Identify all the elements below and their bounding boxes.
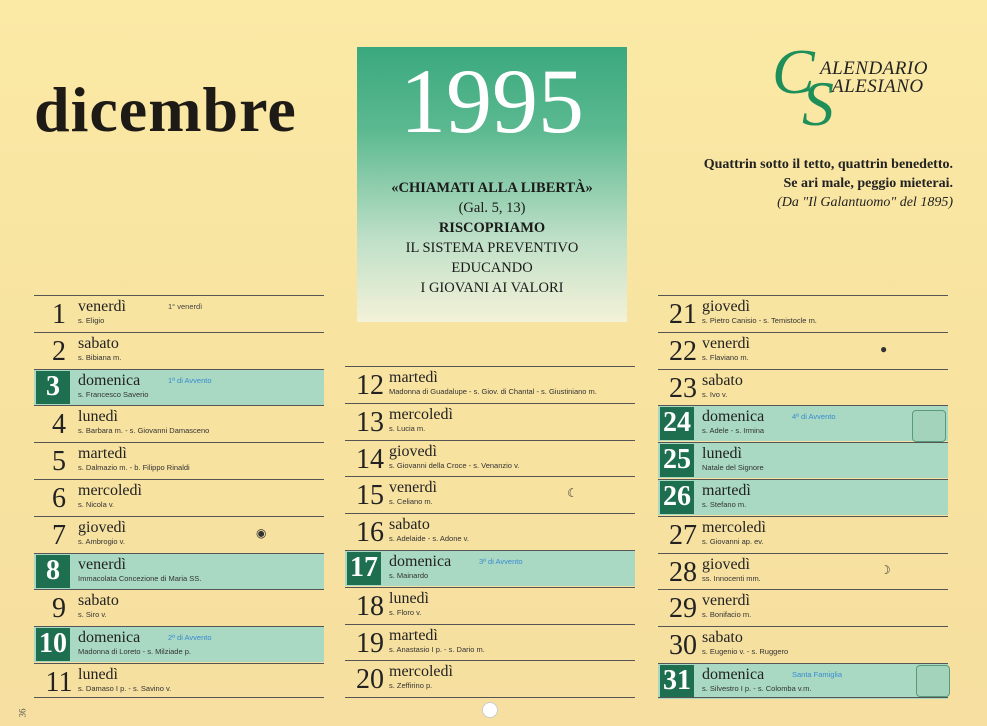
saint-of-day: s. Giovanni ap. ev.	[702, 536, 764, 546]
day-row	[34, 553, 324, 589]
day-row	[658, 553, 948, 589]
day-number: 20	[356, 664, 384, 696]
day-row	[34, 626, 324, 662]
day-number: 12	[356, 370, 384, 401]
weekday-name: martedì	[702, 482, 751, 499]
day-number: 5	[52, 446, 66, 478]
weekday-name: martedì	[389, 626, 438, 644]
day-row	[658, 479, 948, 515]
day-number: 13	[356, 406, 384, 438]
day-number: 15	[356, 480, 384, 512]
weekday-name: venerdì	[78, 298, 126, 315]
day-row	[345, 403, 635, 439]
day-number: 23	[669, 372, 697, 404]
day-row	[34, 295, 324, 331]
weekday-name: venerdì	[389, 479, 437, 497]
proverb-source: (Da "Il Galantuomo" del 1895)	[777, 195, 953, 210]
day-row	[34, 442, 324, 478]
day-number: 30	[669, 630, 697, 662]
day-row	[34, 369, 324, 405]
day-row	[34, 663, 324, 699]
day-row	[658, 332, 948, 368]
day-number: 11	[45, 667, 73, 698]
day-number: 31	[660, 665, 694, 698]
portrait-illustration	[916, 665, 950, 697]
motto-line: RISCOPRIAMO	[438, 220, 546, 236]
liturgical-note: Santa Famiglia	[792, 670, 843, 679]
calendario-salesiano-logo	[770, 36, 960, 139]
weekday-name: sabato	[389, 516, 430, 534]
saint-of-day: s. Francesco Saverio	[78, 389, 149, 399]
day-number: 19	[356, 627, 384, 659]
weekday-name: martedì	[78, 445, 127, 463]
day-number: 10	[36, 628, 70, 661]
day-number: 24	[660, 407, 694, 440]
saint-of-day: s. Siro v.	[78, 610, 107, 620]
logo-letter-s: S	[802, 68, 834, 139]
day-number: 6	[52, 483, 66, 514]
saint-of-day: s. Bonifacio m.	[702, 610, 752, 620]
day-row	[345, 660, 635, 696]
liturgical-note: 4ª di Avvento	[792, 412, 836, 422]
saint-of-day: s. Zeffirino p.	[389, 681, 433, 691]
saint-of-day: s. Silvestro I p. - s. Colomba v.m.	[702, 684, 812, 693]
day-row	[345, 366, 635, 402]
saint-of-day: s. Adele - s. Irmina	[702, 426, 765, 436]
weekday-name: domenica	[702, 666, 765, 683]
day-row	[34, 405, 324, 441]
liturgical-note: 2ª di Avvento	[168, 633, 212, 643]
day-number: 22	[669, 335, 697, 367]
day-row	[658, 295, 948, 331]
saint-of-day: s. Celiano m.	[389, 497, 433, 507]
weekday-name: sabato	[702, 371, 743, 389]
weekday-name: sabato	[78, 334, 119, 352]
weekday-name: venerdì	[78, 555, 126, 573]
day-row	[345, 624, 635, 660]
motto-line: EDUCANDO	[451, 260, 533, 276]
day-number: 17	[347, 552, 381, 585]
weekday-name: lunedì	[78, 408, 118, 426]
weekday-name: mercoledì	[702, 518, 766, 536]
motto-line: «CHIAMATI ALLA LIBERTÀ»	[391, 180, 593, 196]
day-number: 21	[669, 299, 697, 330]
saint-of-day: s. Adelaide - s. Adone v.	[389, 534, 469, 544]
year-label: 1995	[400, 50, 584, 152]
motto-line: IL SISTEMA PREVENTIVO	[405, 240, 579, 256]
saint-of-day: ss. Innocenti mm.	[702, 573, 761, 583]
logo-letter-c: C	[772, 36, 815, 107]
saint-of-day: s. Nicola v.	[78, 500, 115, 509]
day-row	[345, 550, 635, 586]
saint-of-day: s. Ambrogio v.	[78, 536, 125, 546]
proverb-line: Se ari male, peggio mieterai.	[783, 176, 953, 191]
day-row	[658, 405, 948, 441]
binding-hole	[482, 702, 498, 718]
weekday-name: martedì	[389, 369, 438, 386]
day-row	[34, 479, 324, 515]
day-number: 2	[52, 335, 66, 367]
saint-of-day: s. Bibiana m.	[78, 352, 122, 362]
motto	[357, 178, 627, 298]
moon-phase-icon: ☾	[567, 486, 578, 501]
weekday-name: domenica	[702, 408, 765, 426]
day-number: 8	[36, 555, 70, 588]
logo-text-calendario: ALENDARIO	[820, 58, 928, 79]
saint-of-day: s. Eugenio v. - s. Ruggero	[702, 647, 789, 657]
weekday-name: giovedì	[78, 518, 126, 536]
liturgical-note: 1° venerdì	[168, 302, 203, 311]
weekday-name: mercoledì	[389, 405, 453, 423]
weekday-name: giovedì	[702, 298, 750, 315]
day-number: 16	[356, 517, 384, 549]
day-row	[34, 516, 324, 552]
column-3-bottom-rule	[658, 697, 948, 698]
saint-of-day: s. Lucia m.	[389, 423, 426, 433]
saint-of-day: s. Mainardo	[389, 571, 429, 580]
saint-of-day: Madonna di Guadalupe - s. Giov. di Chantal - s. Giustiniano m.	[389, 387, 597, 396]
saint-of-day: s. Damaso I p. - s. Savino v.	[78, 684, 172, 693]
weekday-name: sabato	[702, 629, 743, 647]
saint-of-day: s. Floro v.	[389, 607, 422, 617]
weekday-name: mercoledì	[389, 663, 453, 681]
weekday-name: venerdì	[702, 592, 750, 610]
weekday-name: venerdì	[702, 334, 750, 352]
weekday-name: domenica	[78, 629, 141, 647]
weekday-name: lunedì	[702, 445, 742, 463]
day-row	[658, 442, 948, 478]
day-number: 7	[52, 519, 66, 551]
motto-line: (Gal. 5, 13)	[458, 200, 526, 216]
proverb-line: Quattrin sotto il tetto, quattrin benedetto.	[703, 157, 953, 172]
moon-phase-icon: ◉	[256, 525, 267, 540]
day-number: 9	[52, 593, 66, 625]
day-row	[345, 476, 635, 512]
day-number: 3	[36, 371, 70, 404]
day-number: 29	[669, 593, 697, 625]
saint-of-day: s. Barbara m. - s. Giovanni Damasceno	[78, 426, 210, 436]
column-1-bottom-rule	[34, 697, 324, 698]
day-number: 27	[669, 519, 697, 551]
saint-of-day: Madonna di Loreto - s. Milziade p.	[78, 647, 191, 657]
liturgical-note: 1ª di Avvento	[168, 375, 212, 385]
day-row	[658, 589, 948, 625]
day-row	[658, 663, 948, 699]
saint-of-day: Natale del Signore	[702, 463, 764, 473]
weekday-name: mercoledì	[78, 482, 142, 499]
day-row	[34, 332, 324, 368]
motto-line: I GIOVANI AI VALORI	[420, 280, 564, 296]
day-row	[658, 516, 948, 552]
day-number: 1	[52, 299, 66, 330]
logo-text-salesiano: ALESIANO	[832, 76, 924, 97]
weekday-name: domenica	[389, 553, 452, 570]
day-number: 4	[52, 409, 66, 441]
day-row	[345, 513, 635, 549]
weekday-name: giovedì	[702, 555, 750, 573]
liturgical-note: 3ª di Avvento	[479, 557, 523, 566]
angel-illustration	[912, 410, 946, 442]
day-number: 28	[669, 556, 697, 588]
month-title: dicembre	[34, 74, 297, 145]
weekday-name: domenica	[78, 371, 141, 389]
day-number: 18	[356, 590, 384, 622]
saint-of-day: s. Anastasio I p. - s. Dario m.	[389, 644, 485, 654]
weekday-name: lunedì	[78, 666, 118, 683]
weekday-name: sabato	[78, 592, 119, 610]
saint-of-day: s. Eligio	[78, 316, 105, 325]
weekday-name: lunedì	[389, 589, 429, 607]
weekday-name: giovedì	[389, 442, 437, 460]
column-2-bottom-rule	[345, 697, 635, 698]
saint-of-day: s. Giovanni della Croce - s. Venanzio v.	[389, 460, 520, 470]
saint-of-day: s. Stefano m.	[702, 500, 747, 509]
moon-phase-icon: ☽	[880, 562, 891, 577]
saint-of-day: s. Ivo v.	[702, 389, 728, 399]
day-row	[345, 440, 635, 476]
day-number: 14	[356, 443, 384, 475]
day-number: 26	[660, 481, 694, 514]
page-number: 36	[17, 708, 28, 718]
day-row	[34, 589, 324, 625]
saint-of-day: s. Flaviano m.	[702, 352, 749, 362]
saint-of-day: s. Dalmazio m. - b. Filippo Rinaldi	[78, 463, 190, 473]
saint-of-day: Immacolata Concezione di Maria SS.	[78, 573, 202, 583]
proverb	[704, 155, 953, 212]
day-row	[345, 587, 635, 623]
moon-phase-icon: ●	[880, 341, 888, 356]
day-number: 25	[660, 444, 694, 477]
day-row	[658, 369, 948, 405]
day-row	[658, 626, 948, 662]
saint-of-day: s. Pietro Canisio - s. Temistocle m.	[702, 316, 817, 325]
